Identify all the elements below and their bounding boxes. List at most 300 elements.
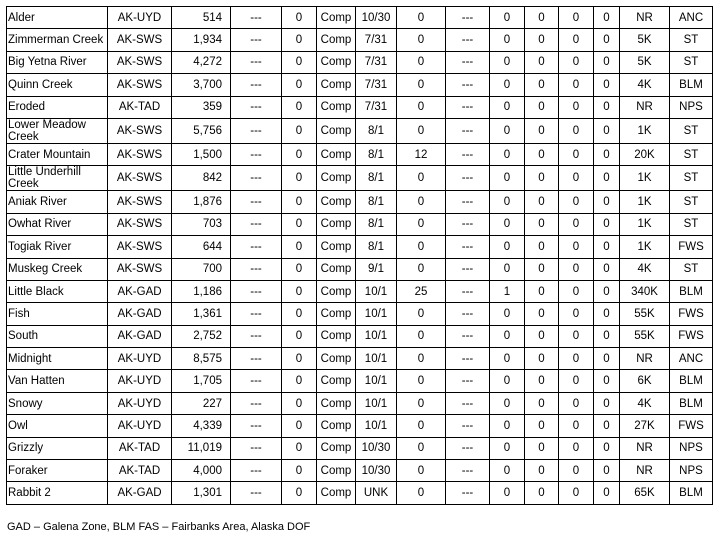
cause-cell: --- — [231, 258, 282, 280]
date-cell: 10/1 — [356, 392, 397, 414]
table-row — [7, 392, 713, 414]
status-cell: Comp — [317, 415, 356, 437]
cause-cell: --- — [231, 213, 282, 235]
col-10-cell: 0 — [490, 370, 525, 392]
col-11-cell: 0 — [525, 460, 559, 482]
date-cell: 10/1 — [356, 348, 397, 370]
acres-cell: 2,752 — [172, 325, 231, 347]
col-13-cell: 0 — [594, 303, 620, 325]
status-cell: Comp — [317, 29, 356, 51]
fire-name-cell: Muskeg Creek — [7, 258, 108, 280]
date-cell: 8/1 — [356, 143, 397, 165]
fire-name-cell: Alder — [7, 7, 108, 29]
col-10-cell: 0 — [490, 7, 525, 29]
unit-cell: AK-GAD — [108, 325, 172, 347]
col-12-cell: 0 — [559, 280, 594, 302]
cause-cell: --- — [231, 437, 282, 459]
cause-cell: --- — [231, 51, 282, 73]
cause-cell: --- — [231, 415, 282, 437]
cost-cell: 5K — [620, 29, 670, 51]
acres-cell: 4,339 — [172, 415, 231, 437]
col-13-cell: 0 — [594, 437, 620, 459]
col-9-cell: --- — [446, 482, 490, 504]
fire-name-cell: Eroded — [7, 96, 108, 118]
table-row — [7, 118, 713, 143]
personnel-cell: 0 — [397, 51, 446, 73]
cost-cell: 20K — [620, 143, 670, 165]
status-cell: Comp — [317, 482, 356, 504]
col-13-cell: 0 — [594, 415, 620, 437]
status-cell: Comp — [317, 303, 356, 325]
date-cell: 10/30 — [356, 7, 397, 29]
col-12-cell: 0 — [559, 482, 594, 504]
agency-cell: BLM — [670, 370, 713, 392]
agency-cell: ST — [670, 258, 713, 280]
acres-cell: 4,272 — [172, 51, 231, 73]
unit-cell: AK-GAD — [108, 482, 172, 504]
col-12-cell: 0 — [559, 258, 594, 280]
col-12-cell: 0 — [559, 392, 594, 414]
col-5-cell: 0 — [282, 258, 317, 280]
personnel-cell: 0 — [397, 348, 446, 370]
table-row — [7, 166, 713, 191]
personnel-cell: 0 — [397, 437, 446, 459]
acres-cell: 644 — [172, 236, 231, 258]
cause-cell: --- — [231, 118, 282, 143]
col-5-cell: 0 — [282, 118, 317, 143]
col-5-cell: 0 — [282, 51, 317, 73]
date-cell: 8/1 — [356, 166, 397, 191]
fire-name-cell: Zimmerman Creek — [7, 29, 108, 51]
cost-cell: 1K — [620, 213, 670, 235]
cost-cell: 55K — [620, 303, 670, 325]
col-9-cell: --- — [446, 370, 490, 392]
col-13-cell: 0 — [594, 166, 620, 191]
agency-cell: ST — [670, 29, 713, 51]
fire-name-cell: South — [7, 325, 108, 347]
acres-cell: 1,301 — [172, 482, 231, 504]
col-9-cell: --- — [446, 236, 490, 258]
unit-cell: AK-UYD — [108, 348, 172, 370]
table-row — [7, 348, 713, 370]
agency-cell: ST — [670, 143, 713, 165]
table-row — [7, 482, 713, 504]
personnel-cell: 0 — [397, 118, 446, 143]
date-cell: 10/1 — [356, 325, 397, 347]
table-row — [7, 415, 713, 437]
col-12-cell: 0 — [559, 51, 594, 73]
col-13-cell: 0 — [594, 7, 620, 29]
fire-name-cell: Snowy — [7, 392, 108, 414]
personnel-cell: 0 — [397, 74, 446, 96]
fire-name-cell: Aniak River — [7, 191, 108, 213]
personnel-cell: 0 — [397, 415, 446, 437]
col-11-cell: 0 — [525, 29, 559, 51]
date-cell: 10/1 — [356, 370, 397, 392]
status-cell: Comp — [317, 392, 356, 414]
col-5-cell: 0 — [282, 303, 317, 325]
status-cell: Comp — [317, 143, 356, 165]
footnote: GAD – Galena Zone, BLM FAS – Fairbanks Area, Alaska DOF — [7, 521, 311, 533]
status-cell: Comp — [317, 213, 356, 235]
col-13-cell: 0 — [594, 29, 620, 51]
col-9-cell: --- — [446, 143, 490, 165]
acres-cell: 1,876 — [172, 191, 231, 213]
agency-cell: FWS — [670, 325, 713, 347]
date-cell: 8/1 — [356, 236, 397, 258]
fire-name-cell: Lower Meadow Creek — [7, 118, 108, 143]
acres-cell: 1,186 — [172, 280, 231, 302]
status-cell: Comp — [317, 51, 356, 73]
date-cell: 7/31 — [356, 51, 397, 73]
cause-cell: --- — [231, 303, 282, 325]
col-11-cell: 0 — [525, 280, 559, 302]
status-cell: Comp — [317, 7, 356, 29]
col-5-cell: 0 — [282, 96, 317, 118]
col-5-cell: 0 — [282, 460, 317, 482]
fire-table-body — [7, 7, 713, 505]
personnel-cell: 0 — [397, 482, 446, 504]
col-9-cell: --- — [446, 437, 490, 459]
agency-cell: BLM — [670, 74, 713, 96]
personnel-cell: 0 — [397, 29, 446, 51]
col-5-cell: 0 — [282, 437, 317, 459]
col-10-cell: 0 — [490, 482, 525, 504]
col-9-cell: --- — [446, 118, 490, 143]
unit-cell: AK-GAD — [108, 303, 172, 325]
col-11-cell: 0 — [525, 143, 559, 165]
cost-cell: 6K — [620, 370, 670, 392]
cost-cell: 27K — [620, 415, 670, 437]
status-cell: Comp — [317, 118, 356, 143]
unit-cell: AK-SWS — [108, 236, 172, 258]
table-row — [7, 437, 713, 459]
acres-cell: 514 — [172, 7, 231, 29]
date-cell: 7/31 — [356, 96, 397, 118]
date-cell: 7/31 — [356, 74, 397, 96]
cost-cell: 4K — [620, 392, 670, 414]
cause-cell: --- — [231, 280, 282, 302]
col-5-cell: 0 — [282, 415, 317, 437]
cause-cell: --- — [231, 96, 282, 118]
col-5-cell: 0 — [282, 482, 317, 504]
cause-cell: --- — [231, 7, 282, 29]
cost-cell: 1K — [620, 236, 670, 258]
col-5-cell: 0 — [282, 7, 317, 29]
col-12-cell: 0 — [559, 460, 594, 482]
unit-cell: AK-TAD — [108, 460, 172, 482]
col-5-cell: 0 — [282, 392, 317, 414]
fire-name-cell: Rabbit 2 — [7, 482, 108, 504]
col-13-cell: 0 — [594, 460, 620, 482]
unit-cell: AK-SWS — [108, 191, 172, 213]
col-12-cell: 0 — [559, 7, 594, 29]
cost-cell: 4K — [620, 258, 670, 280]
col-12-cell: 0 — [559, 437, 594, 459]
col-12-cell: 0 — [559, 213, 594, 235]
col-13-cell: 0 — [594, 51, 620, 73]
col-11-cell: 0 — [525, 213, 559, 235]
unit-cell: AK-SWS — [108, 258, 172, 280]
cost-cell: 65K — [620, 482, 670, 504]
col-5-cell: 0 — [282, 191, 317, 213]
table-row — [7, 370, 713, 392]
cause-cell: --- — [231, 370, 282, 392]
col-9-cell: --- — [446, 303, 490, 325]
col-10-cell: 0 — [490, 29, 525, 51]
table-row — [7, 258, 713, 280]
col-9-cell: --- — [446, 258, 490, 280]
fire-name-cell: Owl — [7, 415, 108, 437]
agency-cell: ST — [670, 191, 713, 213]
status-cell: Comp — [317, 348, 356, 370]
col-10-cell: 0 — [490, 258, 525, 280]
acres-cell: 1,500 — [172, 143, 231, 165]
personnel-cell: 0 — [397, 392, 446, 414]
date-cell: 10/1 — [356, 303, 397, 325]
table-row — [7, 96, 713, 118]
cause-cell: --- — [231, 348, 282, 370]
col-9-cell: --- — [446, 96, 490, 118]
col-13-cell: 0 — [594, 236, 620, 258]
status-cell: Comp — [317, 460, 356, 482]
table-row — [7, 29, 713, 51]
unit-cell: AK-UYD — [108, 7, 172, 29]
col-10-cell: 0 — [490, 415, 525, 437]
col-12-cell: 0 — [559, 96, 594, 118]
col-5-cell: 0 — [282, 143, 317, 165]
personnel-cell: 0 — [397, 213, 446, 235]
table-row — [7, 325, 713, 347]
table-row — [7, 7, 713, 29]
unit-cell: AK-SWS — [108, 213, 172, 235]
acres-cell: 1,705 — [172, 370, 231, 392]
acres-cell: 842 — [172, 166, 231, 191]
status-cell: Comp — [317, 191, 356, 213]
col-13-cell: 0 — [594, 118, 620, 143]
col-11-cell: 0 — [525, 482, 559, 504]
personnel-cell: 0 — [397, 191, 446, 213]
agency-cell: ST — [670, 213, 713, 235]
col-10-cell: 0 — [490, 348, 525, 370]
personnel-cell: 0 — [397, 303, 446, 325]
col-10-cell: 0 — [490, 236, 525, 258]
col-10-cell: 0 — [490, 74, 525, 96]
date-cell: 8/1 — [356, 118, 397, 143]
agency-cell: BLM — [670, 482, 713, 504]
col-11-cell: 0 — [525, 74, 559, 96]
personnel-cell: 0 — [397, 166, 446, 191]
col-11-cell: 0 — [525, 325, 559, 347]
col-11-cell: 0 — [525, 437, 559, 459]
table-row — [7, 280, 713, 302]
acres-cell: 3,700 — [172, 74, 231, 96]
table-row — [7, 460, 713, 482]
status-cell: Comp — [317, 236, 356, 258]
col-10-cell: 0 — [490, 118, 525, 143]
cause-cell: --- — [231, 74, 282, 96]
personnel-cell: 0 — [397, 258, 446, 280]
agency-cell: ST — [670, 51, 713, 73]
cause-cell: --- — [231, 166, 282, 191]
acres-cell: 11,019 — [172, 437, 231, 459]
fire-name-cell: Midnight — [7, 348, 108, 370]
unit-cell: AK-SWS — [108, 118, 172, 143]
col-13-cell: 0 — [594, 213, 620, 235]
fire-name-cell: Grizzly — [7, 437, 108, 459]
cause-cell: --- — [231, 29, 282, 51]
col-12-cell: 0 — [559, 29, 594, 51]
status-cell: Comp — [317, 325, 356, 347]
personnel-cell: 0 — [397, 96, 446, 118]
col-13-cell: 0 — [594, 392, 620, 414]
col-9-cell: --- — [446, 392, 490, 414]
cost-cell: NR — [620, 437, 670, 459]
cause-cell: --- — [231, 143, 282, 165]
col-13-cell: 0 — [594, 348, 620, 370]
cost-cell: 1K — [620, 118, 670, 143]
fire-name-cell: Fish — [7, 303, 108, 325]
col-12-cell: 0 — [559, 74, 594, 96]
status-cell: Comp — [317, 258, 356, 280]
col-5-cell: 0 — [282, 348, 317, 370]
status-cell: Comp — [317, 370, 356, 392]
col-9-cell: --- — [446, 51, 490, 73]
cause-cell: --- — [231, 460, 282, 482]
col-10-cell: 0 — [490, 166, 525, 191]
col-5-cell: 0 — [282, 213, 317, 235]
status-cell: Comp — [317, 280, 356, 302]
cause-cell: --- — [231, 325, 282, 347]
col-11-cell: 0 — [525, 118, 559, 143]
date-cell: 8/1 — [356, 213, 397, 235]
col-12-cell: 0 — [559, 191, 594, 213]
date-cell: 10/30 — [356, 437, 397, 459]
fire-name-cell: Crater Mountain — [7, 143, 108, 165]
col-11-cell: 0 — [525, 392, 559, 414]
col-11-cell: 0 — [525, 7, 559, 29]
table-row — [7, 236, 713, 258]
col-11-cell: 0 — [525, 415, 559, 437]
col-9-cell: --- — [446, 460, 490, 482]
col-10-cell: 0 — [490, 392, 525, 414]
col-12-cell: 0 — [559, 143, 594, 165]
col-11-cell: 0 — [525, 236, 559, 258]
unit-cell: AK-UYD — [108, 415, 172, 437]
table-row — [7, 191, 713, 213]
col-10-cell: 0 — [490, 51, 525, 73]
acres-cell: 1,361 — [172, 303, 231, 325]
personnel-cell: 0 — [397, 370, 446, 392]
cost-cell: NR — [620, 460, 670, 482]
col-9-cell: --- — [446, 213, 490, 235]
col-10-cell: 0 — [490, 191, 525, 213]
col-11-cell: 0 — [525, 166, 559, 191]
cause-cell: --- — [231, 392, 282, 414]
cost-cell: NR — [620, 348, 670, 370]
unit-cell: AK-SWS — [108, 51, 172, 73]
col-11-cell: 0 — [525, 258, 559, 280]
col-11-cell: 0 — [525, 348, 559, 370]
table-row — [7, 51, 713, 73]
cost-cell: 1K — [620, 191, 670, 213]
status-cell: Comp — [317, 437, 356, 459]
table-row — [7, 74, 713, 96]
col-9-cell: --- — [446, 29, 490, 51]
col-12-cell: 0 — [559, 325, 594, 347]
personnel-cell: 0 — [397, 460, 446, 482]
col-9-cell: --- — [446, 166, 490, 191]
col-12-cell: 0 — [559, 236, 594, 258]
agency-cell: ST — [670, 166, 713, 191]
cost-cell: 5K — [620, 51, 670, 73]
agency-cell: BLM — [670, 280, 713, 302]
unit-cell: AK-TAD — [108, 437, 172, 459]
col-13-cell: 0 — [594, 258, 620, 280]
status-cell: Comp — [317, 166, 356, 191]
unit-cell: AK-SWS — [108, 143, 172, 165]
col-5-cell: 0 — [282, 74, 317, 96]
date-cell: 10/1 — [356, 415, 397, 437]
fire-name-cell: Little Underhill Creek — [7, 166, 108, 191]
agency-cell: FWS — [670, 303, 713, 325]
col-11-cell: 0 — [525, 96, 559, 118]
fire-name-cell: Foraker — [7, 460, 108, 482]
col-5-cell: 0 — [282, 280, 317, 302]
col-13-cell: 0 — [594, 96, 620, 118]
unit-cell: AK-UYD — [108, 370, 172, 392]
cost-cell: 55K — [620, 325, 670, 347]
col-5-cell: 0 — [282, 370, 317, 392]
col-11-cell: 0 — [525, 51, 559, 73]
col-13-cell: 0 — [594, 143, 620, 165]
col-12-cell: 0 — [559, 415, 594, 437]
fire-name-cell: Owhat River — [7, 213, 108, 235]
table-row — [7, 303, 713, 325]
acres-cell: 359 — [172, 96, 231, 118]
table-row — [7, 213, 713, 235]
agency-cell: NPS — [670, 460, 713, 482]
cost-cell: 4K — [620, 74, 670, 96]
unit-cell: AK-SWS — [108, 29, 172, 51]
fire-name-cell: Big Yetna River — [7, 51, 108, 73]
col-5-cell: 0 — [282, 166, 317, 191]
col-9-cell: --- — [446, 7, 490, 29]
col-13-cell: 0 — [594, 370, 620, 392]
col-13-cell: 0 — [594, 191, 620, 213]
agency-cell: FWS — [670, 236, 713, 258]
col-13-cell: 0 — [594, 280, 620, 302]
unit-cell: AK-SWS — [108, 166, 172, 191]
acres-cell: 4,000 — [172, 460, 231, 482]
status-cell: Comp — [317, 96, 356, 118]
acres-cell: 8,575 — [172, 348, 231, 370]
unit-cell: AK-TAD — [108, 96, 172, 118]
col-10-cell: 0 — [490, 460, 525, 482]
cause-cell: --- — [231, 191, 282, 213]
date-cell: 10/1 — [356, 280, 397, 302]
col-11-cell: 0 — [525, 191, 559, 213]
status-cell: Comp — [317, 74, 356, 96]
acres-cell: 227 — [172, 392, 231, 414]
col-10-cell: 0 — [490, 96, 525, 118]
cost-cell: 340K — [620, 280, 670, 302]
col-10-cell: 0 — [490, 325, 525, 347]
date-cell: 8/1 — [356, 191, 397, 213]
col-12-cell: 0 — [559, 118, 594, 143]
unit-cell: AK-GAD — [108, 280, 172, 302]
agency-cell: FWS — [670, 415, 713, 437]
